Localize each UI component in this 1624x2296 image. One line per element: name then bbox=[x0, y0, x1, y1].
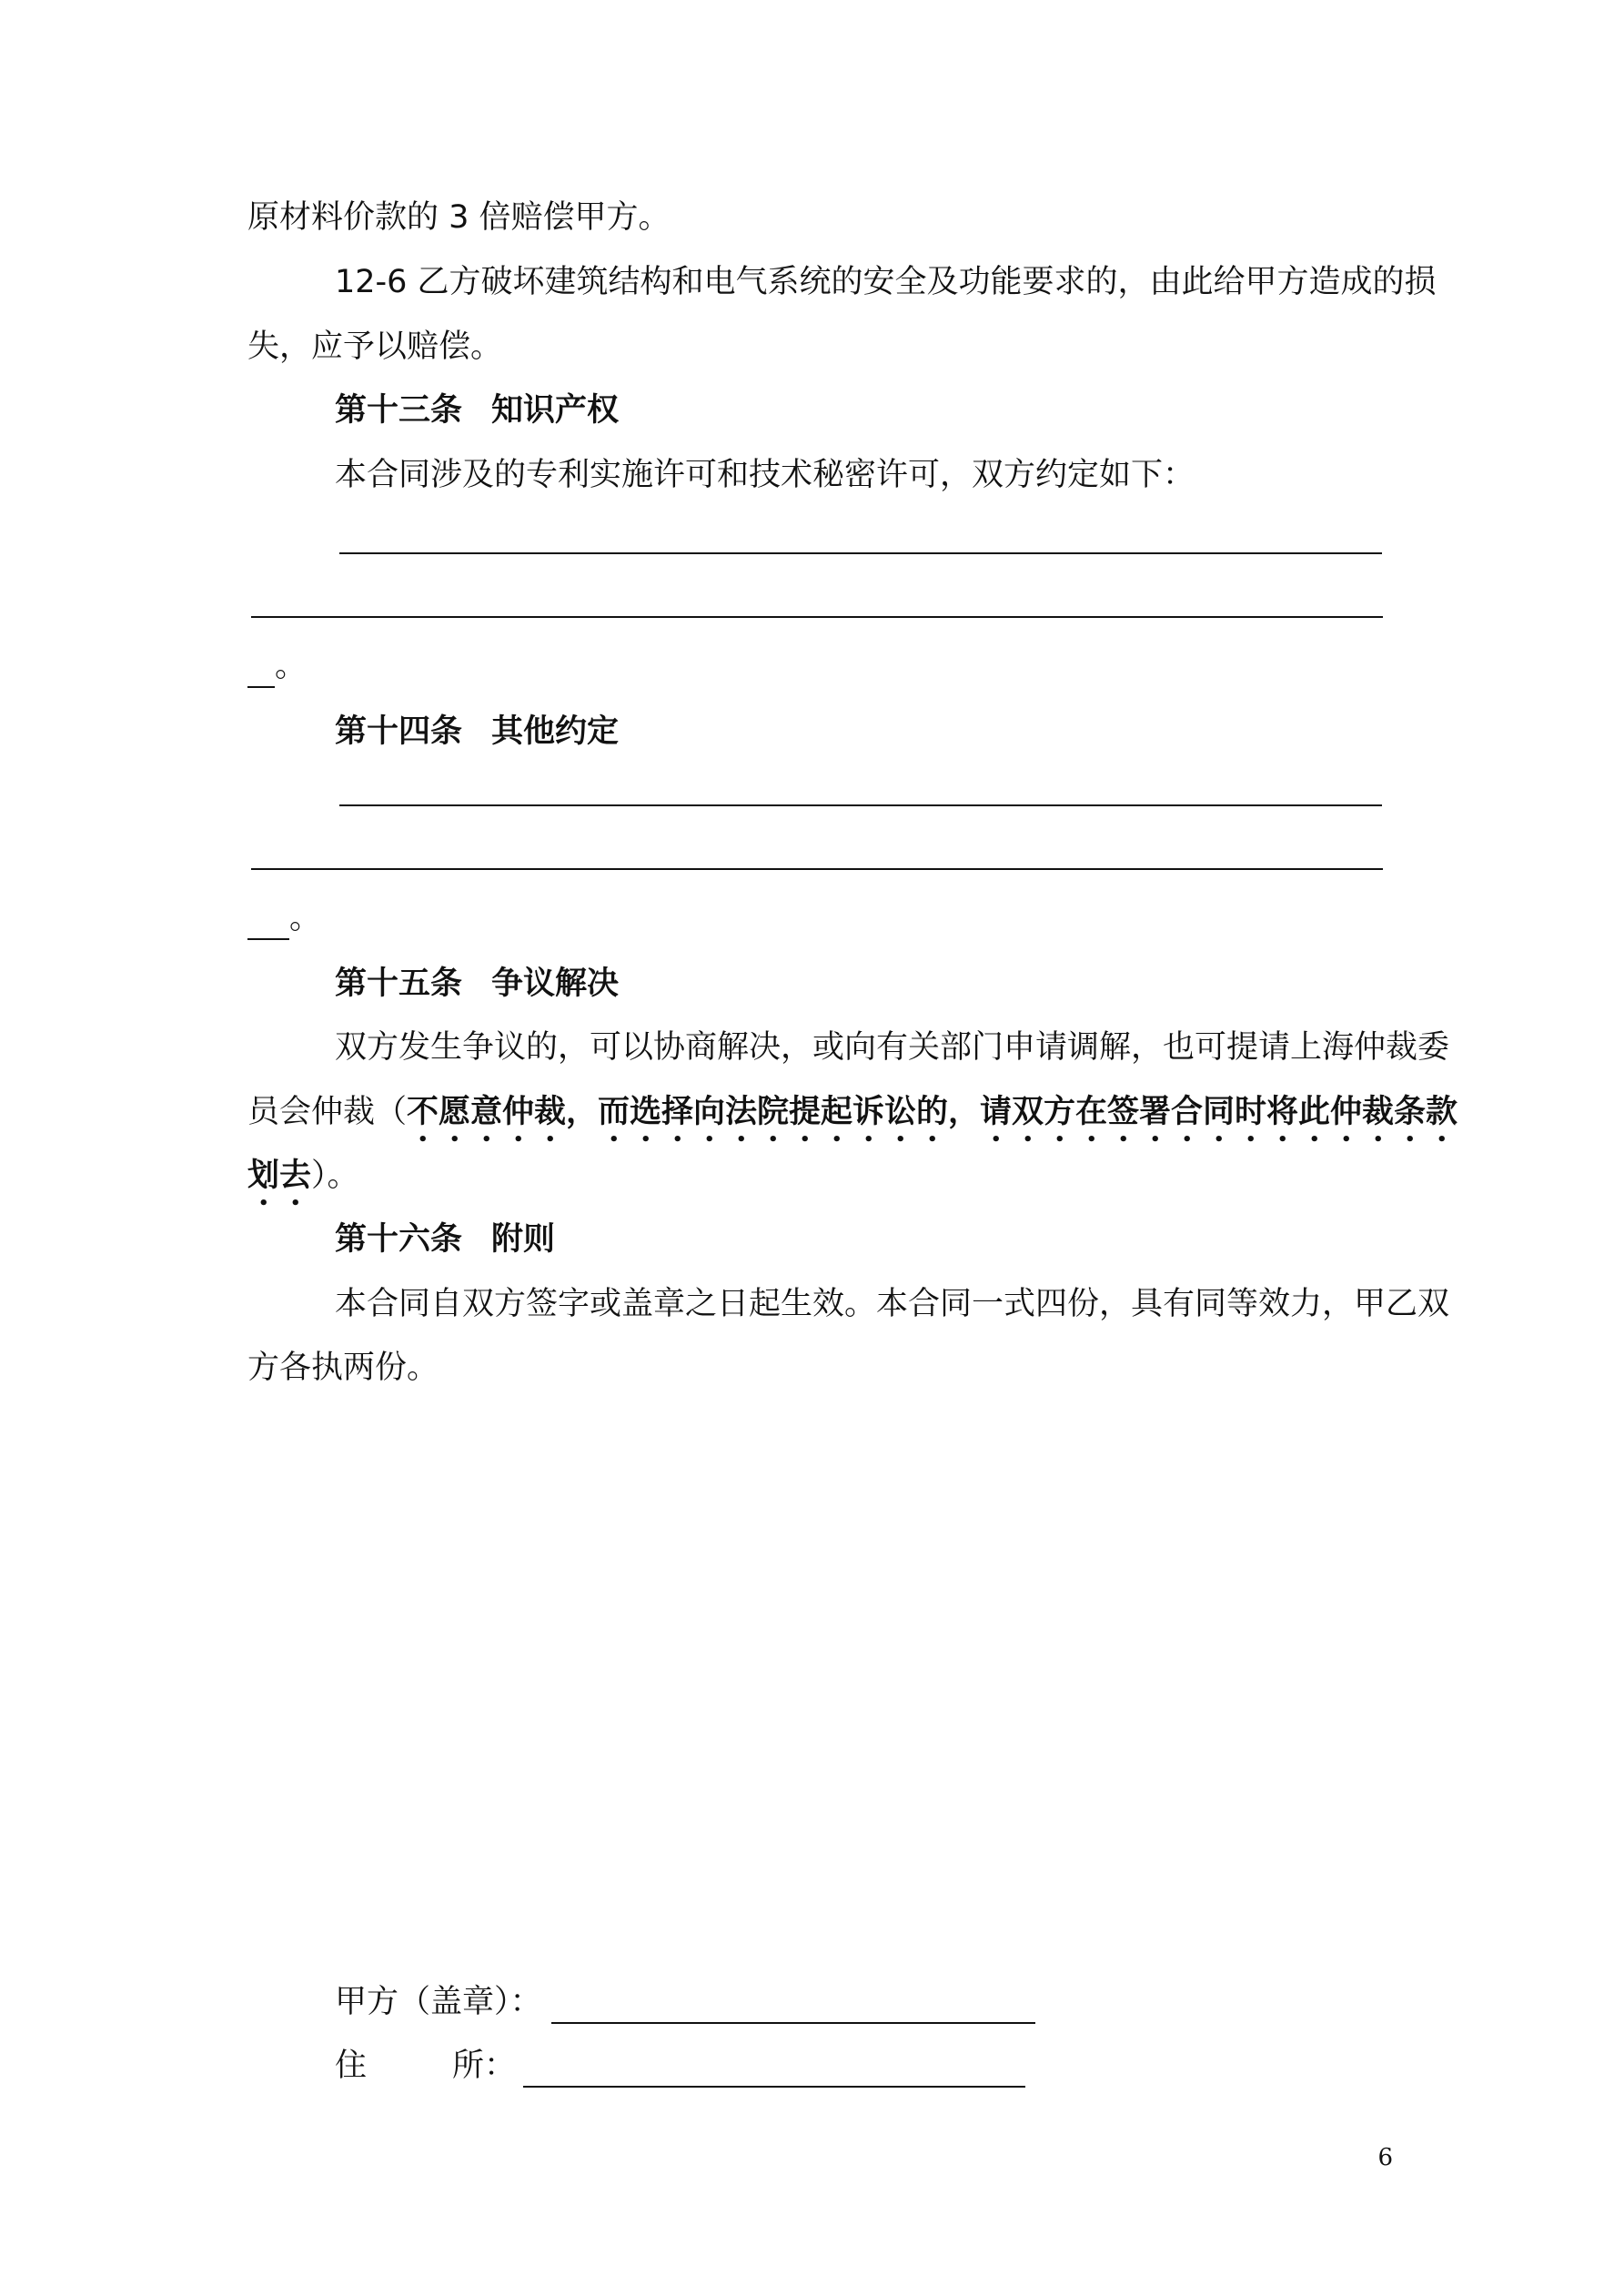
article-16-line-1: 本合同自双方签字或盖章之日起生效。本合同一式四份，具有同等效力，甲乙双 bbox=[335, 1286, 1450, 1322]
party-a-address-row bbox=[335, 2044, 1025, 2088]
article-14-number: 第十四条 bbox=[335, 713, 463, 750]
article-13-heading bbox=[335, 389, 619, 432]
article-13-end-mark: 。 bbox=[275, 648, 308, 684]
article-13-title: 知识产权 bbox=[491, 392, 620, 429]
article-16-line-2: 方各执两份。 bbox=[247, 1350, 439, 1386]
article-16-title: 附则 bbox=[491, 1221, 556, 1258]
article-14-end-mark: 。 bbox=[289, 900, 322, 936]
article-15-line-2-emphasis: 不愿意仲裁，而选择向法院提起诉讼的，请双方在签署合同时将此仲裁条款 bbox=[407, 1094, 1458, 1130]
article-15-title: 争议解决 bbox=[491, 966, 620, 1002]
article-15-line-3-emphasis: 划去 bbox=[247, 1158, 312, 1194]
article-14-short-blank bbox=[247, 902, 289, 940]
article-13-body: 本合同涉及的专利实施许可和技术秘密许可，双方约定如下： bbox=[335, 457, 1195, 493]
article-15-line-3-suffix: ）。 bbox=[311, 1158, 359, 1194]
article-14-blank-line-2 bbox=[251, 868, 1383, 870]
clause-12-5-tail: 原材料价款的 3 倍赔偿甲方。 bbox=[247, 199, 671, 236]
party-a-seal-field[interactable] bbox=[551, 1982, 1035, 2024]
clause-12-6-line-1: 12-6 乙方破坏建筑结构和电气系统的安全及功能要求的，由此给甲方造成的损 bbox=[335, 264, 1437, 300]
article-15-heading bbox=[335, 962, 619, 1006]
article-13-blank-line-3 bbox=[247, 644, 307, 688]
article-14-title: 其他约定 bbox=[491, 713, 620, 750]
article-13-blank-line-2 bbox=[251, 616, 1383, 618]
clause-12-6-line-2: 失，应予以赔偿。 bbox=[247, 329, 503, 365]
address-label-char-1: 住 bbox=[335, 2048, 368, 2084]
article-15-line-3 bbox=[247, 1154, 359, 1213]
article-14-blank-line-3 bbox=[247, 896, 321, 940]
address-label-char-2: 所： bbox=[452, 2048, 517, 2084]
article-14-heading bbox=[335, 710, 619, 754]
article-15-line-1: 双方发生争议的，可以协商解决，或向有关部门申请调解，也可提请上海仲裁委 bbox=[335, 1029, 1450, 1066]
article-15-line-2-prefix: 员会仲裁（ bbox=[247, 1094, 408, 1130]
article-13-blank-line-1 bbox=[339, 552, 1382, 554]
article-16-heading bbox=[335, 1218, 555, 1261]
page-number: 6 bbox=[1377, 2144, 1393, 2171]
article-13-number: 第十三条 bbox=[335, 392, 463, 429]
party-a-address-field[interactable] bbox=[523, 2046, 1025, 2088]
party-a-seal-label: 甲方（盖章）： bbox=[335, 1984, 542, 2020]
party-a-seal-row bbox=[335, 1980, 1035, 2024]
article-15-number: 第十五条 bbox=[335, 966, 463, 1002]
article-14-blank-line-1 bbox=[339, 804, 1382, 806]
article-13-short-blank bbox=[247, 650, 275, 688]
article-16-number: 第十六条 bbox=[335, 1221, 463, 1258]
article-15-line-2 bbox=[247, 1090, 1458, 1149]
